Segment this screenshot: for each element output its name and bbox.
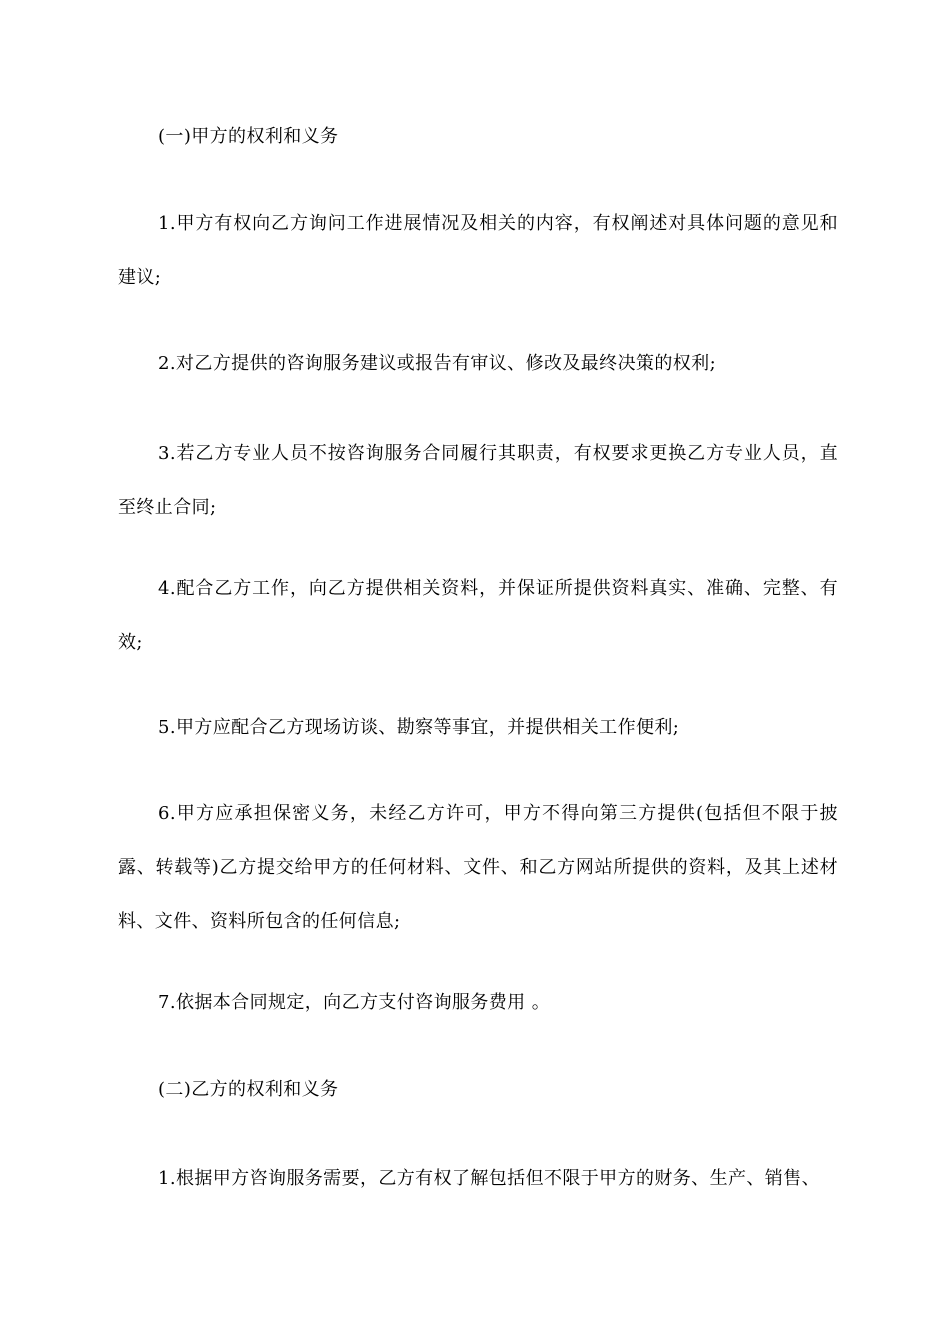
paragraph-a-4: 4.配合乙方工作，向乙方提供相关资料，并保证所提供资料真实、准确、完整、有效; bbox=[118, 578, 838, 653]
paragraph-a-5: 5.甲方应配合乙方现场访谈、勘察等事宜，并提供相关工作便利; bbox=[158, 717, 680, 738]
paragraph-a-2: 2.对乙方提供的咨询服务建议或报告有审议、修改及最终决策的权利; bbox=[158, 353, 717, 374]
paragraph-a-7: 7.依据本合同规定，向乙方支付咨询服务费用 。 bbox=[158, 992, 551, 1013]
paragraph-a-6: 6.甲方应承担保密义务，未经乙方许可，甲方不得向第三方提供(包括但不限于披露、转载等)乙方提交给甲方的任何材料、文件、和乙方网站所提供的资料，及其上述材料、文件、资料所包含的任何信息; bbox=[118, 803, 838, 932]
paragraph-b-1: 1.根据甲方咨询服务需要，乙方有权了解包括但不限于甲方的财务、生产、销售、 bbox=[158, 1168, 820, 1189]
section-heading-party-a: (一)甲方的权利和义务 bbox=[158, 126, 339, 147]
paragraph-a-1: 1.甲方有权向乙方询问工作进展情况及相关的内容，有权阐述对具体问题的意见和建议; bbox=[118, 213, 838, 288]
paragraph-a-3: 3.若乙方专业人员不按咨询服务合同履行其职责，有权要求更换乙方专业人员，直至终止合同; bbox=[118, 443, 838, 518]
section-heading-party-b: (二)乙方的权利和义务 bbox=[158, 1079, 339, 1100]
